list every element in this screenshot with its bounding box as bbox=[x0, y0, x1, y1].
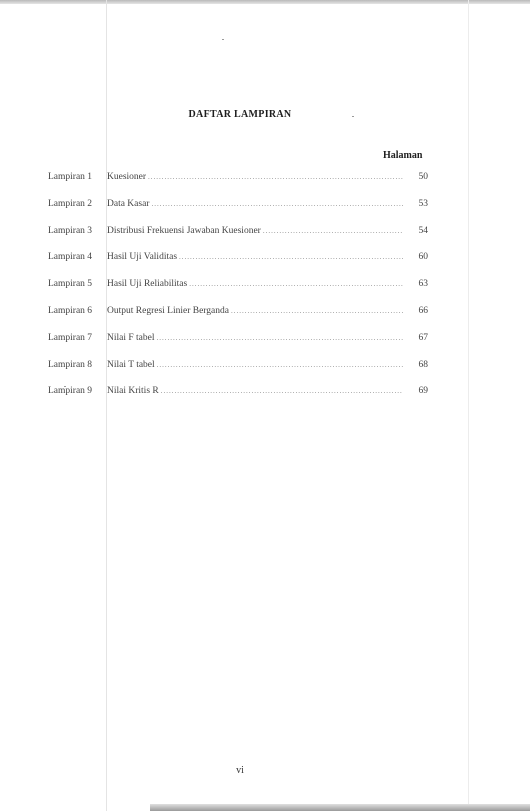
appendix-label: Lampiran 9 bbox=[48, 386, 93, 397]
appendix-page: 50 bbox=[418, 172, 428, 182]
appendix-page: 66 bbox=[418, 305, 428, 316]
scan-fold-line bbox=[468, 0, 469, 811]
appendix-list bbox=[48, 172, 428, 413]
dot-leader bbox=[263, 227, 403, 235]
dot-leader bbox=[157, 334, 404, 342]
appendix-label: Lampiran 4 bbox=[48, 252, 93, 263]
appendix-title: Hasil Uji Validitas bbox=[107, 252, 178, 263]
list-item[interactable] bbox=[48, 172, 428, 199]
appendix-label: Lampiran 8 bbox=[48, 359, 93, 370]
appendix-title: Nilai F tabel bbox=[107, 332, 155, 343]
appendix-page: 53 bbox=[418, 198, 428, 209]
page-title: DAFTAR LAMPIRAN bbox=[188, 109, 292, 120]
scan-edge-bottom bbox=[150, 804, 530, 811]
list-item[interactable] bbox=[48, 360, 428, 387]
appendix-title: Kuesioner bbox=[107, 172, 147, 182]
list-item[interactable] bbox=[48, 386, 428, 413]
list-item[interactable] bbox=[48, 226, 428, 253]
dot-leader bbox=[189, 280, 403, 288]
dot-leader bbox=[151, 200, 403, 208]
appendix-label: Lampiran 2 bbox=[48, 198, 93, 209]
dot-leader bbox=[161, 387, 403, 395]
appendix-page: 54 bbox=[418, 225, 428, 236]
appendix-label: Lampiran 5 bbox=[48, 279, 93, 290]
dot-leader bbox=[231, 307, 403, 315]
list-item[interactable] bbox=[48, 199, 428, 226]
appendix-title: Distribusi Frekuensi Jawaban Kuesioner bbox=[107, 225, 261, 236]
appendix-title: Nilai Kritis R bbox=[107, 386, 159, 397]
appendix-label: Lampiran 1 bbox=[48, 172, 93, 182]
appendix-label: Lampiran 7 bbox=[48, 332, 93, 343]
scan-edge-top bbox=[0, 0, 530, 4]
appendix-title: Data Kasar bbox=[107, 198, 150, 209]
list-item[interactable] bbox=[48, 306, 428, 333]
appendix-page: 68 bbox=[418, 359, 428, 370]
scan-speck bbox=[222, 39, 224, 40]
list-item[interactable] bbox=[48, 333, 428, 360]
appendix-title: Output Regresi Linier Berganda bbox=[107, 305, 229, 316]
page-column-header: Halaman bbox=[383, 150, 423, 161]
appendix-page: 63 bbox=[418, 279, 428, 290]
list-item[interactable] bbox=[48, 252, 428, 279]
appendix-page: 67 bbox=[418, 332, 428, 343]
appendix-title: Nilai T tabel bbox=[107, 359, 155, 370]
appendix-page: 60 bbox=[418, 252, 428, 263]
list-item[interactable] bbox=[48, 279, 428, 306]
appendix-label: Lampiran 3 bbox=[48, 225, 93, 236]
appendix-page: 69 bbox=[418, 386, 428, 397]
dot-leader bbox=[157, 361, 403, 369]
appendix-label: Lampiran 6 bbox=[48, 305, 93, 316]
dot-leader bbox=[148, 173, 403, 181]
dot-leader bbox=[179, 253, 403, 261]
appendix-title: Hasil Uji Reliabilitas bbox=[107, 279, 188, 290]
page-number: vi bbox=[236, 765, 244, 776]
